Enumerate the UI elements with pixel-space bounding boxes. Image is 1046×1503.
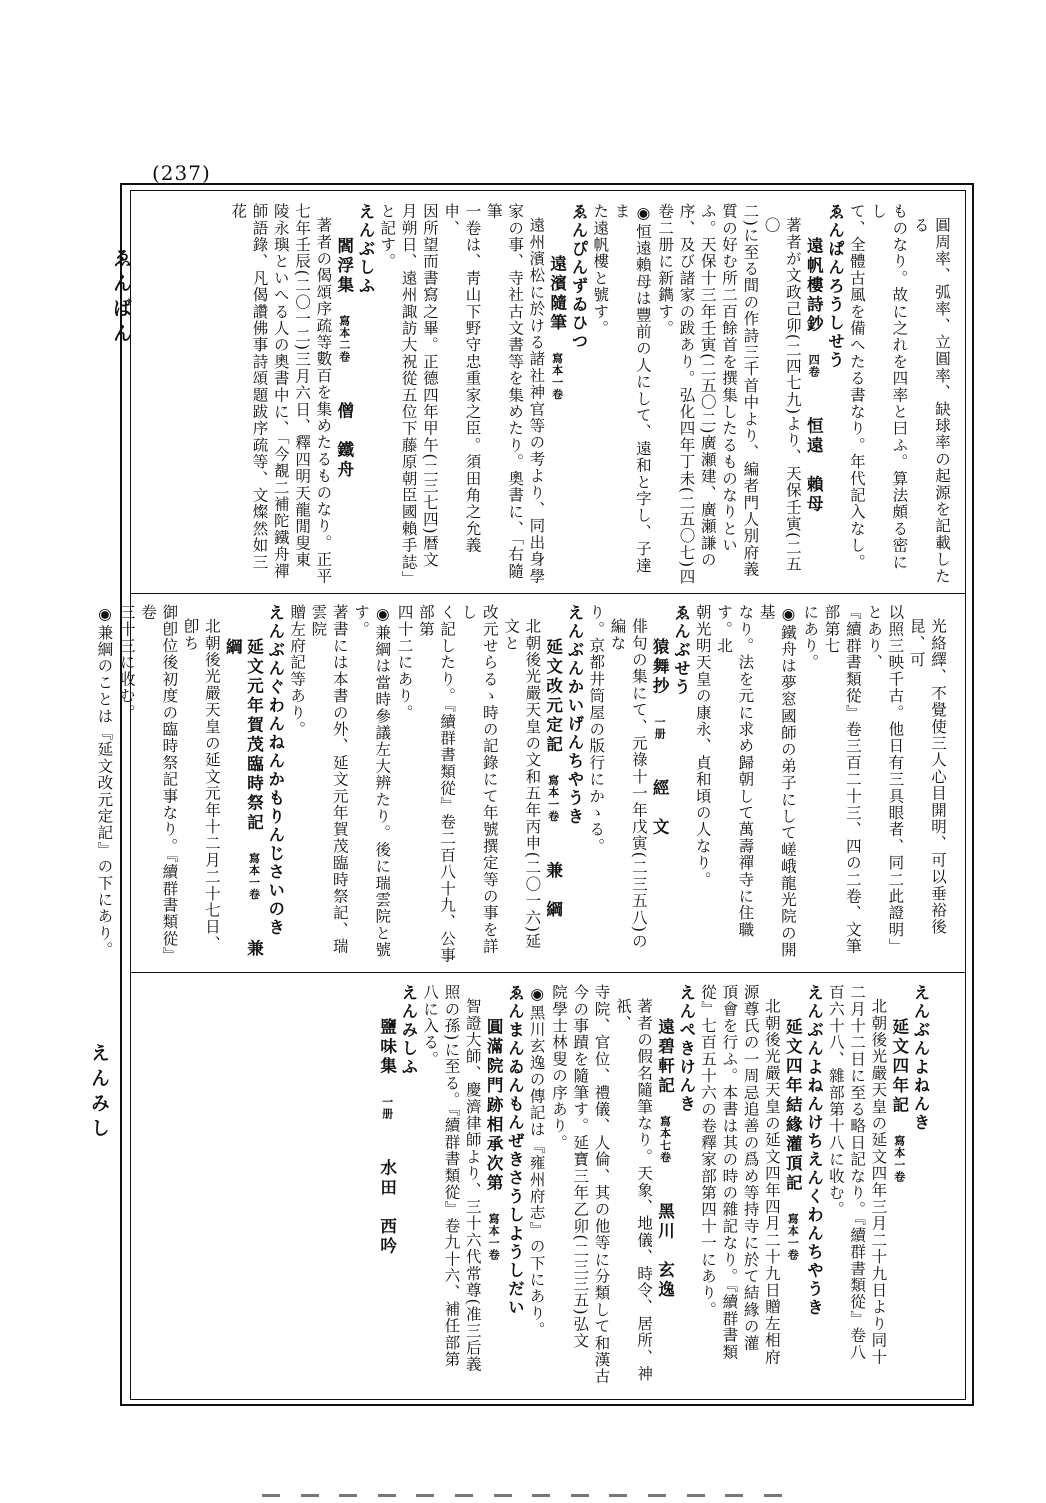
note-mark: ◉ (95, 604, 115, 625)
text-line-content: て、全體古風を備へたる書なり。年代記入なし。 (847, 203, 866, 571)
entry-author: 恒遠 賴母 (804, 417, 824, 515)
text-line (419, 203, 440, 585)
text-line-content: 改元せらるゝ時の記錄にて年號撰定等の事を詳し (459, 604, 499, 955)
text-line-content: 鐵舟は夢窓國師の弟子にして嵯峨龍光院の開基 (757, 604, 797, 959)
text-line (137, 604, 180, 964)
text-line-content: 北朝後光嚴天皇の延文元年十二月二十七日、卽ち (181, 618, 221, 952)
entry-volume: 寫本一卷 (487, 1213, 501, 1261)
text-line (590, 984, 611, 1388)
text-line-content: ふ。天保十三年壬寅(二五〇二)廣瀬建、廣瀬謙の (698, 203, 717, 569)
text-line (610, 203, 654, 585)
text-line-content: 四十二にあり。 (395, 604, 414, 721)
text-line-content: 陵永璵といへる人の奧書中に、「今覩二補陀鐵舟禪 (271, 203, 290, 580)
entry-title-line (542, 604, 563, 964)
entry-title: 延文四年結緣灌頂記 (783, 1018, 803, 1194)
entry-title: 鹽味集 (377, 1018, 397, 1077)
text-line (867, 984, 888, 1388)
text-line-content: 寺院、官位、禮儀、人倫、其の他等に分類して和漢古 (592, 984, 611, 1385)
text-line-content: 以照三映千古。他日有三具眼者、同二此證明」とあり、 (865, 604, 905, 955)
entry-reading: えんみしふ (398, 984, 418, 1077)
text-line-content: 今の事蹟を隨筆す。延寶三年乙卯(二三三五)弘文 (571, 984, 590, 1350)
entry-title: 遠帆樓詩鈔 (804, 237, 824, 335)
text-line (393, 604, 414, 964)
entry-title-line (649, 604, 670, 964)
entry-reading: えんぶんかいげんちやうき (564, 604, 584, 826)
text-line (286, 604, 307, 964)
entry-reading: ゑんまんゐんもんぜきさうしようしだい (505, 984, 525, 1317)
text-line-content: 三十三に收む。 (117, 604, 136, 721)
text-line-content: 北朝後光嚴天皇の延文四年三月二十九日より同十 (869, 998, 888, 1366)
entry-title: 遠濱隨筆 (547, 255, 567, 333)
entry-author: 僧 鐵舟 (334, 402, 354, 480)
entry-reading: ゑんぱんろうしせう (825, 203, 845, 370)
text-line-content: 百六十八、雜部第十八に收む。 (826, 984, 845, 1218)
entry-title: 圓滿院門跡相承次第 (484, 1018, 504, 1194)
text-line (548, 984, 569, 1388)
text-line (461, 984, 482, 1388)
text-line-content: 『續群書類從』卷三百二十三、四の二卷、文筆部第七 (822, 604, 862, 955)
entry-title: 延文四年記 (889, 1018, 909, 1116)
entry-title-line (654, 984, 675, 1388)
entry-volume: 寫本二卷 (337, 315, 351, 363)
text-line-content: く記したり。『續群書類從』卷二百八十九、公事部第 (416, 604, 457, 964)
text-line (115, 604, 136, 964)
text-line (525, 984, 547, 1388)
text-line-content: 兼綱は當時參議左大辨たり。後に瑞雲院と號す。 (351, 604, 392, 959)
text-line (696, 203, 717, 585)
text-line-content: 頂會を行ふ。本書は其の時の雜記なり。『續群書類 (720, 984, 739, 1361)
text-line (397, 203, 418, 588)
text-line (589, 203, 610, 585)
text-line (179, 604, 222, 964)
entry-title: 延文改元定記 (543, 638, 563, 755)
text-line-content: 著書には本書の外、延文元年賀茂臨時祭記、瑞雲院 (309, 604, 349, 955)
entry-volume: 一册 (653, 716, 667, 740)
text-line-content: と記す。 (378, 203, 397, 270)
entry-reading: えんぶんぐわんねんかもりんじさいのき (265, 604, 285, 937)
text-line (307, 604, 350, 964)
text-line-content: り。京都井筒屋の版行にかゝる。 (587, 604, 606, 855)
text-line (820, 604, 863, 964)
text-line-content: 圓周率、弧率、立圓率、缺球率の起源を記載したる (911, 217, 951, 585)
entry-volume: 寫本一卷 (247, 852, 261, 901)
note-mark: ◉ (778, 604, 798, 625)
entry-title: 猿舞抄 (650, 638, 670, 697)
text-line-content: 因所望而書寫之畢。正德四年甲午(二三七四)暦文 (420, 203, 439, 569)
text-line-content: た遠帆樓と號す。 (591, 203, 610, 337)
text-line-content: 贈左府記等あり。 (288, 604, 307, 738)
text-line-content: 卷二册に新鐫す。 (656, 203, 675, 337)
entry-author: 水田 西吟 (377, 1159, 397, 1257)
entry-volume: 四卷 (807, 354, 821, 378)
text-line (606, 604, 649, 964)
text-line-content: 兼綱のことは『延文改元定記』の下にあり。 (95, 624, 114, 959)
scan-margin-marks (262, 1494, 782, 1498)
entry-reading: ゑんぴんずゐひつ (568, 203, 588, 351)
page-number: (237) (152, 161, 211, 185)
text-line (93, 604, 115, 964)
text-line (312, 203, 333, 585)
text-line-content: 著者の假名隨筆なり。天象、地儀、時令、居所、神祇、 (613, 998, 654, 1383)
entry-author: 經 文 (650, 779, 670, 838)
text-line (846, 203, 867, 585)
text-line (457, 604, 500, 964)
text-line-content: 著者の偈頌序疏等數百を集めたるものなり。正平 (314, 217, 333, 585)
side-label-top: ゑんばん (110, 248, 132, 348)
text-line (697, 984, 718, 1388)
text-line (500, 604, 543, 964)
note-mark: ◉ (373, 604, 393, 625)
entry-title: 延文元年賀茂臨時祭記 (244, 638, 264, 833)
entry-volume: 寫本一卷 (546, 774, 560, 823)
text-line (825, 984, 846, 1388)
text-line (905, 604, 948, 964)
text-line (718, 984, 739, 1388)
entry-title-line (376, 984, 397, 1388)
text-line-content: 從』七百五十六の卷釋家部第四十一にあり。 (699, 984, 718, 1318)
text-line-content: 御卽位後初度の臨時祭記事なり。『續群書類從』卷 (139, 604, 179, 964)
text-line-content: 八に入る。 (421, 984, 440, 1068)
entry-title-line (222, 604, 265, 979)
entry-volume: 寫本七卷 (658, 1115, 672, 1164)
text-line-content: 智證大師、慶濟律師より、三十六代常尊(准三后義 (463, 998, 482, 1373)
top-section (161, 203, 952, 588)
text-line-content: 黑川玄逸の傳記は『雍州府志』の下にあり。 (527, 1004, 546, 1339)
text-line (569, 984, 590, 1388)
text-line-content: 北朝後光嚴天皇の文和五年丙申(二〇一六)延文と (502, 618, 542, 950)
text-line (760, 203, 803, 585)
text-line (718, 203, 739, 585)
text-line-content: にあり。 (801, 604, 820, 671)
side-label-bottom: えんみし (88, 1043, 110, 1143)
text-line (440, 984, 461, 1388)
text-line (909, 203, 952, 585)
section-divider-1 (130, 593, 966, 594)
text-line-content: 質の好む所二百餘首を撰集したるものなりとい (720, 203, 739, 554)
text-line-content: 照の孫)に至る。『續群書類從』卷九十六、補任部第 (442, 984, 461, 1368)
text-line (654, 203, 675, 585)
text-line-content: ものなり。故に之れを四率と曰ふ。算法頗る密にし (869, 203, 909, 571)
text-line-content: 序、及び諸家の跋あり。弘化四年丁未(二五〇七)四 (677, 203, 696, 585)
entry-title-line (546, 203, 567, 585)
entry-volume: 寫本一卷 (786, 1213, 800, 1261)
text-line (739, 984, 760, 1388)
text-line (799, 604, 820, 964)
text-line (675, 203, 696, 585)
text-line-content: 著者が文政己卯(二四七九)より、天保壬寅(二五〇 (762, 217, 802, 573)
text-line-content: 家の事、寺社古文書等を集めたり。奧書に、「右隨筆 (484, 203, 525, 580)
text-line-content: 二月十二日に至る略日記なり。『續群書類從』卷八 (848, 984, 867, 1361)
text-line-content: 北朝後光嚴天皇の延文四年四月二十九日贈左相府 (762, 998, 781, 1366)
text-line-content: 師語錄、凡偈讚佛事詩頌題跋序疏等、文燦然如三花 (229, 203, 269, 571)
entry-reading: えんぶしふ (355, 203, 375, 296)
text-line (585, 604, 606, 964)
text-line-content: 源尊氏の一周忌追善の爲め等持寺に於て結緣の灌 (741, 984, 760, 1352)
entry-reading: えんぶんよねんき (911, 984, 930, 1132)
text-line (713, 604, 756, 964)
entry-title: 遠碧軒記 (655, 1018, 675, 1096)
entry-title-line (888, 984, 909, 1388)
text-line (350, 604, 394, 964)
text-line-content: 月朔日、遠州諏訪大祝從五位下藤原朝臣國賴手誌」 (399, 203, 418, 588)
text-line (415, 604, 458, 964)
entry-author: 兼 綱 (543, 861, 563, 920)
text-line (376, 203, 397, 585)
text-line (761, 984, 782, 1388)
entry-reading: えんぶんよねんけちえんくわんちやうき (804, 984, 824, 1317)
entry-title: 閻浮集 (334, 237, 354, 296)
text-line-content: 俳句の集にて、元祿十一年戊寅(二三五八)の編な (608, 618, 648, 950)
text-line (270, 203, 291, 585)
middle-section (95, 604, 948, 979)
text-line (755, 604, 799, 964)
text-line-content: 七年壬辰(二〇一二)三月六日、釋四明天龍閒叟東 (293, 203, 312, 569)
text-line (227, 203, 270, 585)
entry-author: 黑川 玄逸 (655, 1202, 675, 1300)
text-line-content: 院學士林叟の序あり。 (549, 984, 568, 1151)
text-line-content: 二)に至る間の作詩三千首中より、編者門人別府義 (741, 203, 760, 578)
text-line-content: 一卷は、靑山下野守忠重家之臣。須田角之允義申、 (442, 203, 482, 554)
bottom-section (180, 984, 931, 1388)
entry-volume: 寫本一卷 (892, 1135, 906, 1183)
text-line (846, 984, 867, 1388)
entry-volume: 一册 (380, 1096, 394, 1120)
text-line (291, 203, 312, 585)
note-mark: ◉ (527, 984, 547, 1005)
text-line-content: 恒遠賴母は豐前の人にして、遠和と字し、子達ま (612, 203, 652, 574)
entry-title-line (803, 203, 824, 585)
entry-title-line (483, 984, 504, 1388)
text-line (440, 203, 483, 585)
text-line-content: 遠州濱松に於ける諸社神官等の考より、同出身學 (527, 217, 546, 585)
entry-volume: 寫本一卷 (550, 352, 564, 401)
note-mark: ◉ (633, 203, 653, 224)
text-line (419, 984, 440, 1388)
entry-reading: えんぺきけんき (676, 984, 696, 1114)
text-line (525, 203, 546, 585)
text-line (691, 604, 712, 964)
entry-title-line (333, 203, 354, 585)
text-line-content: 朝光明天皇の康永、貞和頃の人なり。 (693, 604, 712, 888)
text-line (867, 203, 910, 585)
text-line (739, 203, 760, 585)
entry-title-line (782, 984, 803, 1388)
text-line-content: 光絡繹、不覺使三人心目開明、可以垂裕後昆、可 (907, 618, 947, 936)
text-line (482, 203, 525, 585)
entry-author: 兼 綱 (223, 638, 264, 979)
entry-reading: ゑんぶせう (671, 604, 691, 697)
text-line (612, 984, 655, 1388)
text-line-content: なり。法を元に求め歸朝して萬壽禪寺に住職す。北 (715, 604, 755, 938)
text-line (863, 604, 906, 964)
